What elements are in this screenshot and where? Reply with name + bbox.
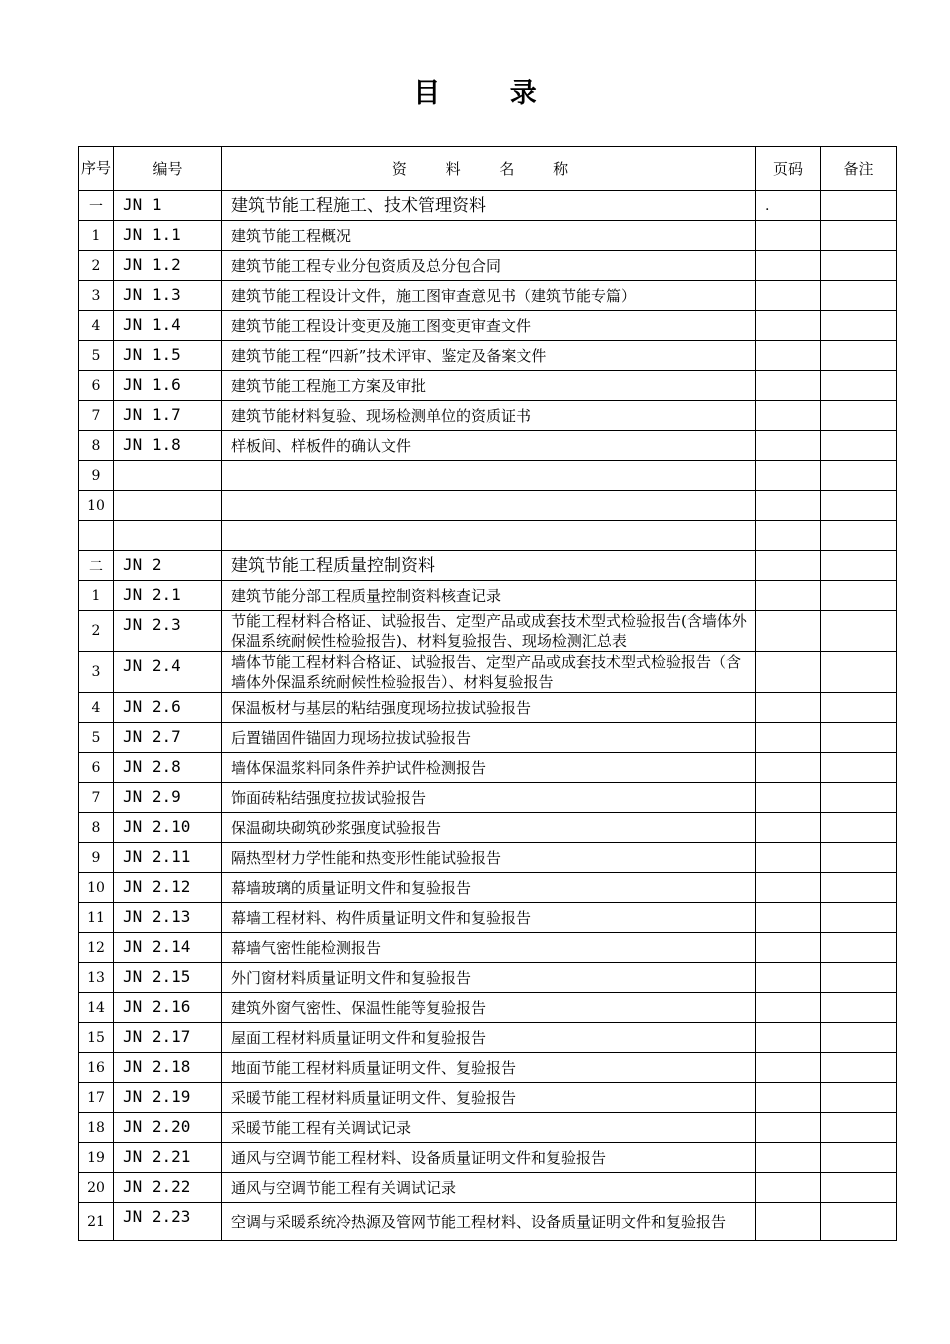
- row-note: [821, 491, 897, 521]
- table-row: [79, 753, 897, 783]
- table-row: [79, 341, 897, 371]
- row-name: 幕墙玻璃的质量证明文件和复验报告: [222, 873, 756, 903]
- row-code: [114, 461, 222, 491]
- row-code: JN 1.8: [114, 431, 222, 461]
- table-row: [79, 873, 897, 903]
- row-name: 外门窗材料质量证明文件和复验报告: [222, 963, 756, 993]
- row-page: [756, 521, 821, 551]
- row-page: [756, 431, 821, 461]
- table-row: [79, 1023, 897, 1053]
- row-seq: 3: [79, 652, 114, 693]
- table-row: [79, 783, 897, 813]
- row-note: [821, 1113, 897, 1143]
- row-page: [756, 652, 821, 693]
- row-page: [756, 903, 821, 933]
- table-row: [79, 1083, 897, 1113]
- row-seq: 5: [79, 723, 114, 753]
- row-note: [821, 783, 897, 813]
- row-seq: 9: [79, 843, 114, 873]
- row-page: [756, 341, 821, 371]
- row-name: 屋面工程材料质量证明文件和复验报告: [222, 1023, 756, 1053]
- page-title: 目 录: [413, 78, 567, 109]
- table-row: [79, 611, 897, 652]
- row-code: JN 2.3: [114, 611, 222, 652]
- table-row: [79, 281, 897, 311]
- table-row: [79, 1143, 897, 1173]
- row-note: [821, 311, 897, 341]
- row-name: 保温板材与基层的粘结强度现场拉拔试验报告: [222, 693, 756, 723]
- row-name: 幕墙工程材料、构件质量证明文件和复验报告: [222, 903, 756, 933]
- row-page: [756, 251, 821, 281]
- table-row: [79, 813, 897, 843]
- row-name: 隔热型材力学性能和热变形性能试验报告: [222, 843, 756, 873]
- row-page: [756, 461, 821, 491]
- row-page: [756, 1053, 821, 1083]
- row-seq: 10: [79, 491, 114, 521]
- row-code: JN 1.5: [114, 341, 222, 371]
- row-page: [756, 813, 821, 843]
- row-note: [821, 813, 897, 843]
- row-name: 建筑节能工程施工、技术管理资料: [222, 191, 756, 221]
- row-note: [821, 963, 897, 993]
- row-note: [821, 903, 897, 933]
- row-seq: 12: [79, 933, 114, 963]
- row-page: [756, 963, 821, 993]
- row-note: [821, 993, 897, 1023]
- row-code: JN 2.6: [114, 693, 222, 723]
- row-seq: 8: [79, 813, 114, 843]
- table-body: [79, 191, 897, 1241]
- row-code: JN 2.9: [114, 783, 222, 813]
- row-note: [821, 251, 897, 281]
- table-row: [79, 1113, 897, 1143]
- row-name: 建筑节能工程质量控制资料: [222, 551, 756, 581]
- row-note: [821, 1023, 897, 1053]
- table-row: [79, 401, 897, 431]
- row-code: JN 1.2: [114, 251, 222, 281]
- table-row: [79, 933, 897, 963]
- table-row: [79, 581, 897, 611]
- row-seq: 4: [79, 311, 114, 341]
- row-name: 建筑节能工程专业分包资质及总分包合同: [222, 251, 756, 281]
- row-page: [756, 221, 821, 251]
- row-seq: 13: [79, 963, 114, 993]
- row-note: [821, 1053, 897, 1083]
- row-seq: 4: [79, 693, 114, 723]
- row-note: [821, 843, 897, 873]
- row-seq: 6: [79, 753, 114, 783]
- row-code: JN 2.11: [114, 843, 222, 873]
- row-code: JN 2.12: [114, 873, 222, 903]
- row-code: JN 2.13: [114, 903, 222, 933]
- row-note: [821, 1083, 897, 1113]
- row-page: [756, 1023, 821, 1053]
- row-note: [821, 1173, 897, 1203]
- row-note: [821, 611, 897, 652]
- row-page: [756, 281, 821, 311]
- row-page: [756, 581, 821, 611]
- table-row: [79, 251, 897, 281]
- row-seq: 1: [79, 221, 114, 251]
- table-row: [79, 1203, 897, 1241]
- table-row: [79, 221, 897, 251]
- row-name: 饰面砖粘结强度拉拔试验报告: [222, 783, 756, 813]
- row-page: [756, 401, 821, 431]
- row-code: JN 2.20: [114, 1113, 222, 1143]
- row-page: [756, 311, 821, 341]
- row-note: [821, 581, 897, 611]
- row-seq: 10: [79, 873, 114, 903]
- row-code: JN 2: [114, 551, 222, 581]
- row-name: 采暖节能工程有关调试记录: [222, 1113, 756, 1143]
- table-row: [79, 993, 897, 1023]
- row-name: 通风与空调节能工程材料、设备质量证明文件和复验报告: [222, 1143, 756, 1173]
- row-code: JN 2.14: [114, 933, 222, 963]
- row-name: 建筑节能材料复验、现场检测单位的资质证书: [222, 401, 756, 431]
- row-note: [821, 401, 897, 431]
- row-note: [821, 191, 897, 221]
- row-name: 建筑节能工程概况: [222, 221, 756, 251]
- row-name: 建筑节能工程“四新”技术评审、鉴定及备案文件: [222, 341, 756, 371]
- row-note: [821, 371, 897, 401]
- row-code: JN 2.15: [114, 963, 222, 993]
- table-row: [79, 843, 897, 873]
- row-note: [821, 461, 897, 491]
- row-seq: 21: [79, 1203, 114, 1241]
- row-name: 节能工程材料合格证、试验报告、定型产品或成套技术型式检验报告(含墙体外保温系统耐候性检验报告)、材料复验报告、现场检测汇总表: [222, 611, 756, 652]
- row-name: 建筑外窗气密性、保温性能等复验报告: [222, 993, 756, 1023]
- row-name: [222, 461, 756, 491]
- table-row: [79, 191, 897, 221]
- table-row: [79, 491, 897, 521]
- row-seq: 3: [79, 281, 114, 311]
- row-seq: 15: [79, 1023, 114, 1053]
- row-note: [821, 431, 897, 461]
- row-code: JN 2.8: [114, 753, 222, 783]
- row-page: [756, 551, 821, 581]
- row-seq: 7: [79, 783, 114, 813]
- row-note: [821, 221, 897, 251]
- row-seq: 一: [79, 191, 114, 221]
- toc-table: [78, 146, 897, 1241]
- row-page: [756, 993, 821, 1023]
- row-page: [756, 693, 821, 723]
- row-name: 通风与空调节能工程有关调试记录: [222, 1173, 756, 1203]
- row-note: [821, 753, 897, 783]
- row-seq: 20: [79, 1173, 114, 1203]
- row-code: JN 1.6: [114, 371, 222, 401]
- row-seq: 8: [79, 431, 114, 461]
- row-name: 后置锚固件锚固力现场拉拔试验报告: [222, 723, 756, 753]
- row-code: [114, 521, 222, 551]
- row-name: 建筑节能工程设计变更及施工图变更审查文件: [222, 311, 756, 341]
- row-page: [756, 611, 821, 652]
- row-seq: 9: [79, 461, 114, 491]
- row-code: JN 2.22: [114, 1173, 222, 1203]
- table-row: [79, 1173, 897, 1203]
- row-page: [756, 1143, 821, 1173]
- row-page: [756, 933, 821, 963]
- table-row: [79, 652, 897, 693]
- row-seq: 11: [79, 903, 114, 933]
- row-code: JN 2.23: [114, 1203, 222, 1241]
- header-code: 编号: [114, 147, 222, 191]
- row-page: [756, 843, 821, 873]
- row-name: [222, 491, 756, 521]
- row-note: [821, 693, 897, 723]
- table-row: [79, 963, 897, 993]
- row-seq: 2: [79, 251, 114, 281]
- row-seq: 7: [79, 401, 114, 431]
- row-seq: 18: [79, 1113, 114, 1143]
- row-seq: 二: [79, 551, 114, 581]
- table-row: [79, 521, 897, 551]
- table-row: [79, 1053, 897, 1083]
- row-name: 墙体保温浆料同条件养护试件检测报告: [222, 753, 756, 783]
- row-seq: 19: [79, 1143, 114, 1173]
- row-name: 幕墙气密性能检测报告: [222, 933, 756, 963]
- row-note: [821, 521, 897, 551]
- table-row: [79, 551, 897, 581]
- row-note: [821, 933, 897, 963]
- row-note: [821, 341, 897, 371]
- row-note: [821, 1143, 897, 1173]
- row-code: JN 2.18: [114, 1053, 222, 1083]
- table-row: [79, 461, 897, 491]
- row-page: [756, 371, 821, 401]
- row-code: JN 1: [114, 191, 222, 221]
- table-header-row: [79, 147, 897, 191]
- row-page: [756, 1173, 821, 1203]
- row-page: .: [756, 191, 821, 221]
- row-code: JN 2.17: [114, 1023, 222, 1053]
- row-name: 建筑节能工程施工方案及审批: [222, 371, 756, 401]
- row-name: 建筑节能工程设计文件，施工图审查意见书（建筑节能专篇）: [222, 281, 756, 311]
- row-code: [114, 491, 222, 521]
- table-row: [79, 693, 897, 723]
- row-page: [756, 1203, 821, 1241]
- header-note: 备注: [821, 147, 897, 191]
- row-page: [756, 783, 821, 813]
- row-page: [756, 491, 821, 521]
- row-page: [756, 1083, 821, 1113]
- table-row: [79, 903, 897, 933]
- row-name: [222, 521, 756, 551]
- row-seq: 14: [79, 993, 114, 1023]
- table-row: [79, 371, 897, 401]
- row-seq: 5: [79, 341, 114, 371]
- row-name: 墙体节能工程材料合格证、试验报告、定型产品或成套技术型式检验报告（含墙体外保温系统耐候性检验报告）、材料复验报告: [222, 652, 756, 693]
- row-code: JN 2.4: [114, 652, 222, 693]
- row-code: JN 2.7: [114, 723, 222, 753]
- row-seq: [79, 521, 114, 551]
- row-note: [821, 1203, 897, 1241]
- table-row: [79, 431, 897, 461]
- table-row: [79, 723, 897, 753]
- table-row: [79, 311, 897, 341]
- row-note: [821, 652, 897, 693]
- row-name: 样板间、样板件的确认文件: [222, 431, 756, 461]
- row-note: [821, 551, 897, 581]
- row-seq: 16: [79, 1053, 114, 1083]
- header-page: 页码: [756, 147, 821, 191]
- row-code: JN 1.4: [114, 311, 222, 341]
- row-seq: 1: [79, 581, 114, 611]
- row-name: 建筑节能分部工程质量控制资料核查记录: [222, 581, 756, 611]
- row-code: JN 2.10: [114, 813, 222, 843]
- row-page: [756, 873, 821, 903]
- row-code: JN 2.21: [114, 1143, 222, 1173]
- row-name: 地面节能工程材料质量证明文件、复验报告: [222, 1053, 756, 1083]
- row-note: [821, 723, 897, 753]
- row-name: 空调与采暖系统冷热源及管网节能工程材料、设备质量证明文件和复验报告: [222, 1203, 756, 1241]
- row-seq: 2: [79, 611, 114, 652]
- row-code: JN 1.1: [114, 221, 222, 251]
- row-code: JN 2.16: [114, 993, 222, 1023]
- row-seq: 6: [79, 371, 114, 401]
- row-name: 保温砌块砌筑砂浆强度试验报告: [222, 813, 756, 843]
- row-page: [756, 753, 821, 783]
- row-seq: 17: [79, 1083, 114, 1113]
- row-code: JN 2.1: [114, 581, 222, 611]
- header-name: 资 料 名 称: [222, 147, 756, 191]
- row-note: [821, 281, 897, 311]
- row-code: JN 1.3: [114, 281, 222, 311]
- row-page: [756, 723, 821, 753]
- row-note: [821, 873, 897, 903]
- header-seq: 序号: [79, 147, 114, 191]
- row-page: [756, 1113, 821, 1143]
- row-code: JN 2.19: [114, 1083, 222, 1113]
- row-code: JN 1.7: [114, 401, 222, 431]
- row-name: 采暖节能工程材料质量证明文件、复验报告: [222, 1083, 756, 1113]
